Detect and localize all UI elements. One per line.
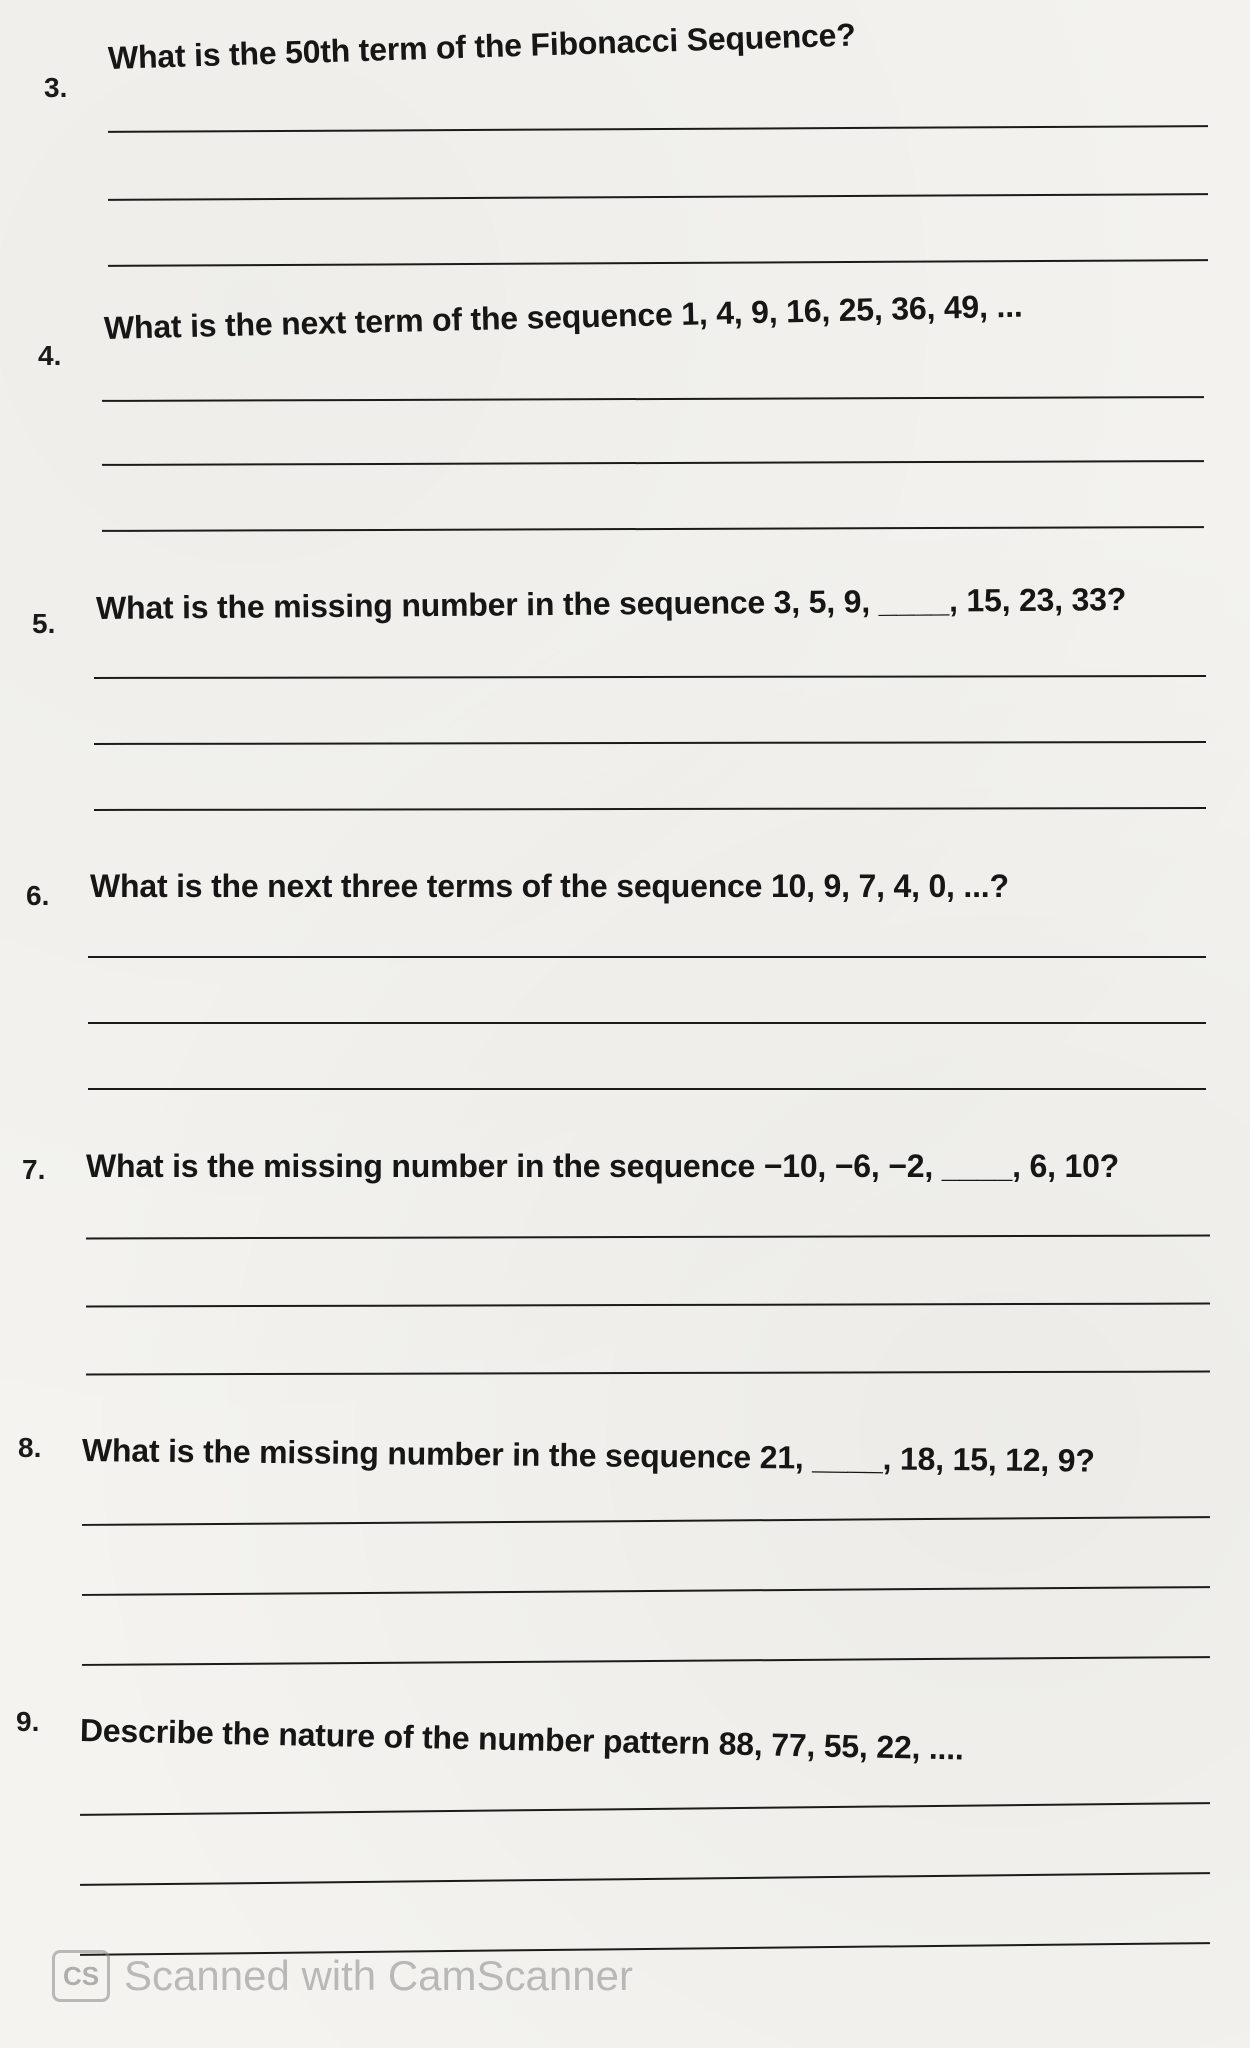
answer-line[interactable] bbox=[86, 1371, 1210, 1376]
watermark-text: Scanned with CamScanner bbox=[124, 1952, 633, 1999]
page-corner-mark bbox=[1131, 0, 1250, 85]
question-number: 4. bbox=[38, 340, 62, 371]
question-number: 3. bbox=[44, 72, 68, 103]
answer-line[interactable] bbox=[86, 1235, 1210, 1240]
answer-line[interactable] bbox=[102, 526, 1204, 532]
question-text: What is the next three terms of the sequence 10, 9, 7, 4, 0, ...? bbox=[90, 868, 1009, 904]
answer-line[interactable] bbox=[102, 396, 1204, 402]
question-text: What is the next term of the sequence 1, 4, 9, 16, 25, 36, 49, ... bbox=[103, 287, 1023, 346]
answer-line[interactable] bbox=[88, 956, 1206, 958]
answer-line[interactable] bbox=[80, 1872, 1210, 1886]
question-text: What is the missing number in the sequence 3, 5, 9, ____, 15, 23, 33? bbox=[95, 581, 1127, 626]
answer-line[interactable] bbox=[108, 125, 1208, 133]
question-number: 9. bbox=[16, 1706, 40, 1737]
answer-line[interactable] bbox=[94, 807, 1206, 811]
answer-line[interactable] bbox=[94, 675, 1206, 679]
question-text: What is the missing number in the sequence 21, ____, 18, 15, 12, 9? bbox=[81, 1432, 1095, 1479]
answer-line[interactable] bbox=[108, 193, 1208, 201]
question-number: 6. bbox=[26, 880, 50, 911]
answer-line[interactable] bbox=[108, 259, 1208, 267]
question-text: Describe the nature of the number pattern 88, 77, 55, 22, .... bbox=[79, 1712, 965, 1767]
camscanner-watermark bbox=[52, 1950, 633, 2002]
answer-line[interactable] bbox=[80, 1802, 1210, 1816]
question-number: 8. bbox=[18, 1432, 42, 1463]
answer-line[interactable] bbox=[82, 1656, 1210, 1666]
answer-line[interactable] bbox=[88, 1022, 1206, 1024]
answer-line[interactable] bbox=[82, 1516, 1210, 1526]
answer-line[interactable] bbox=[94, 741, 1206, 745]
answer-line[interactable] bbox=[82, 1586, 1210, 1596]
answer-line[interactable] bbox=[88, 1088, 1206, 1090]
question-text: What is the 50th term of the Fibonacci Sequence? bbox=[107, 16, 857, 76]
question-number: 7. bbox=[22, 1154, 46, 1185]
question-text: What is the missing number in the sequence −10, −6, −2, ____, 6, 10? bbox=[86, 1148, 1120, 1184]
answer-line[interactable] bbox=[102, 460, 1204, 466]
answer-line[interactable] bbox=[86, 1303, 1210, 1308]
camscanner-logo-icon: CS bbox=[52, 1950, 110, 2002]
question-number: 5. bbox=[32, 608, 56, 639]
